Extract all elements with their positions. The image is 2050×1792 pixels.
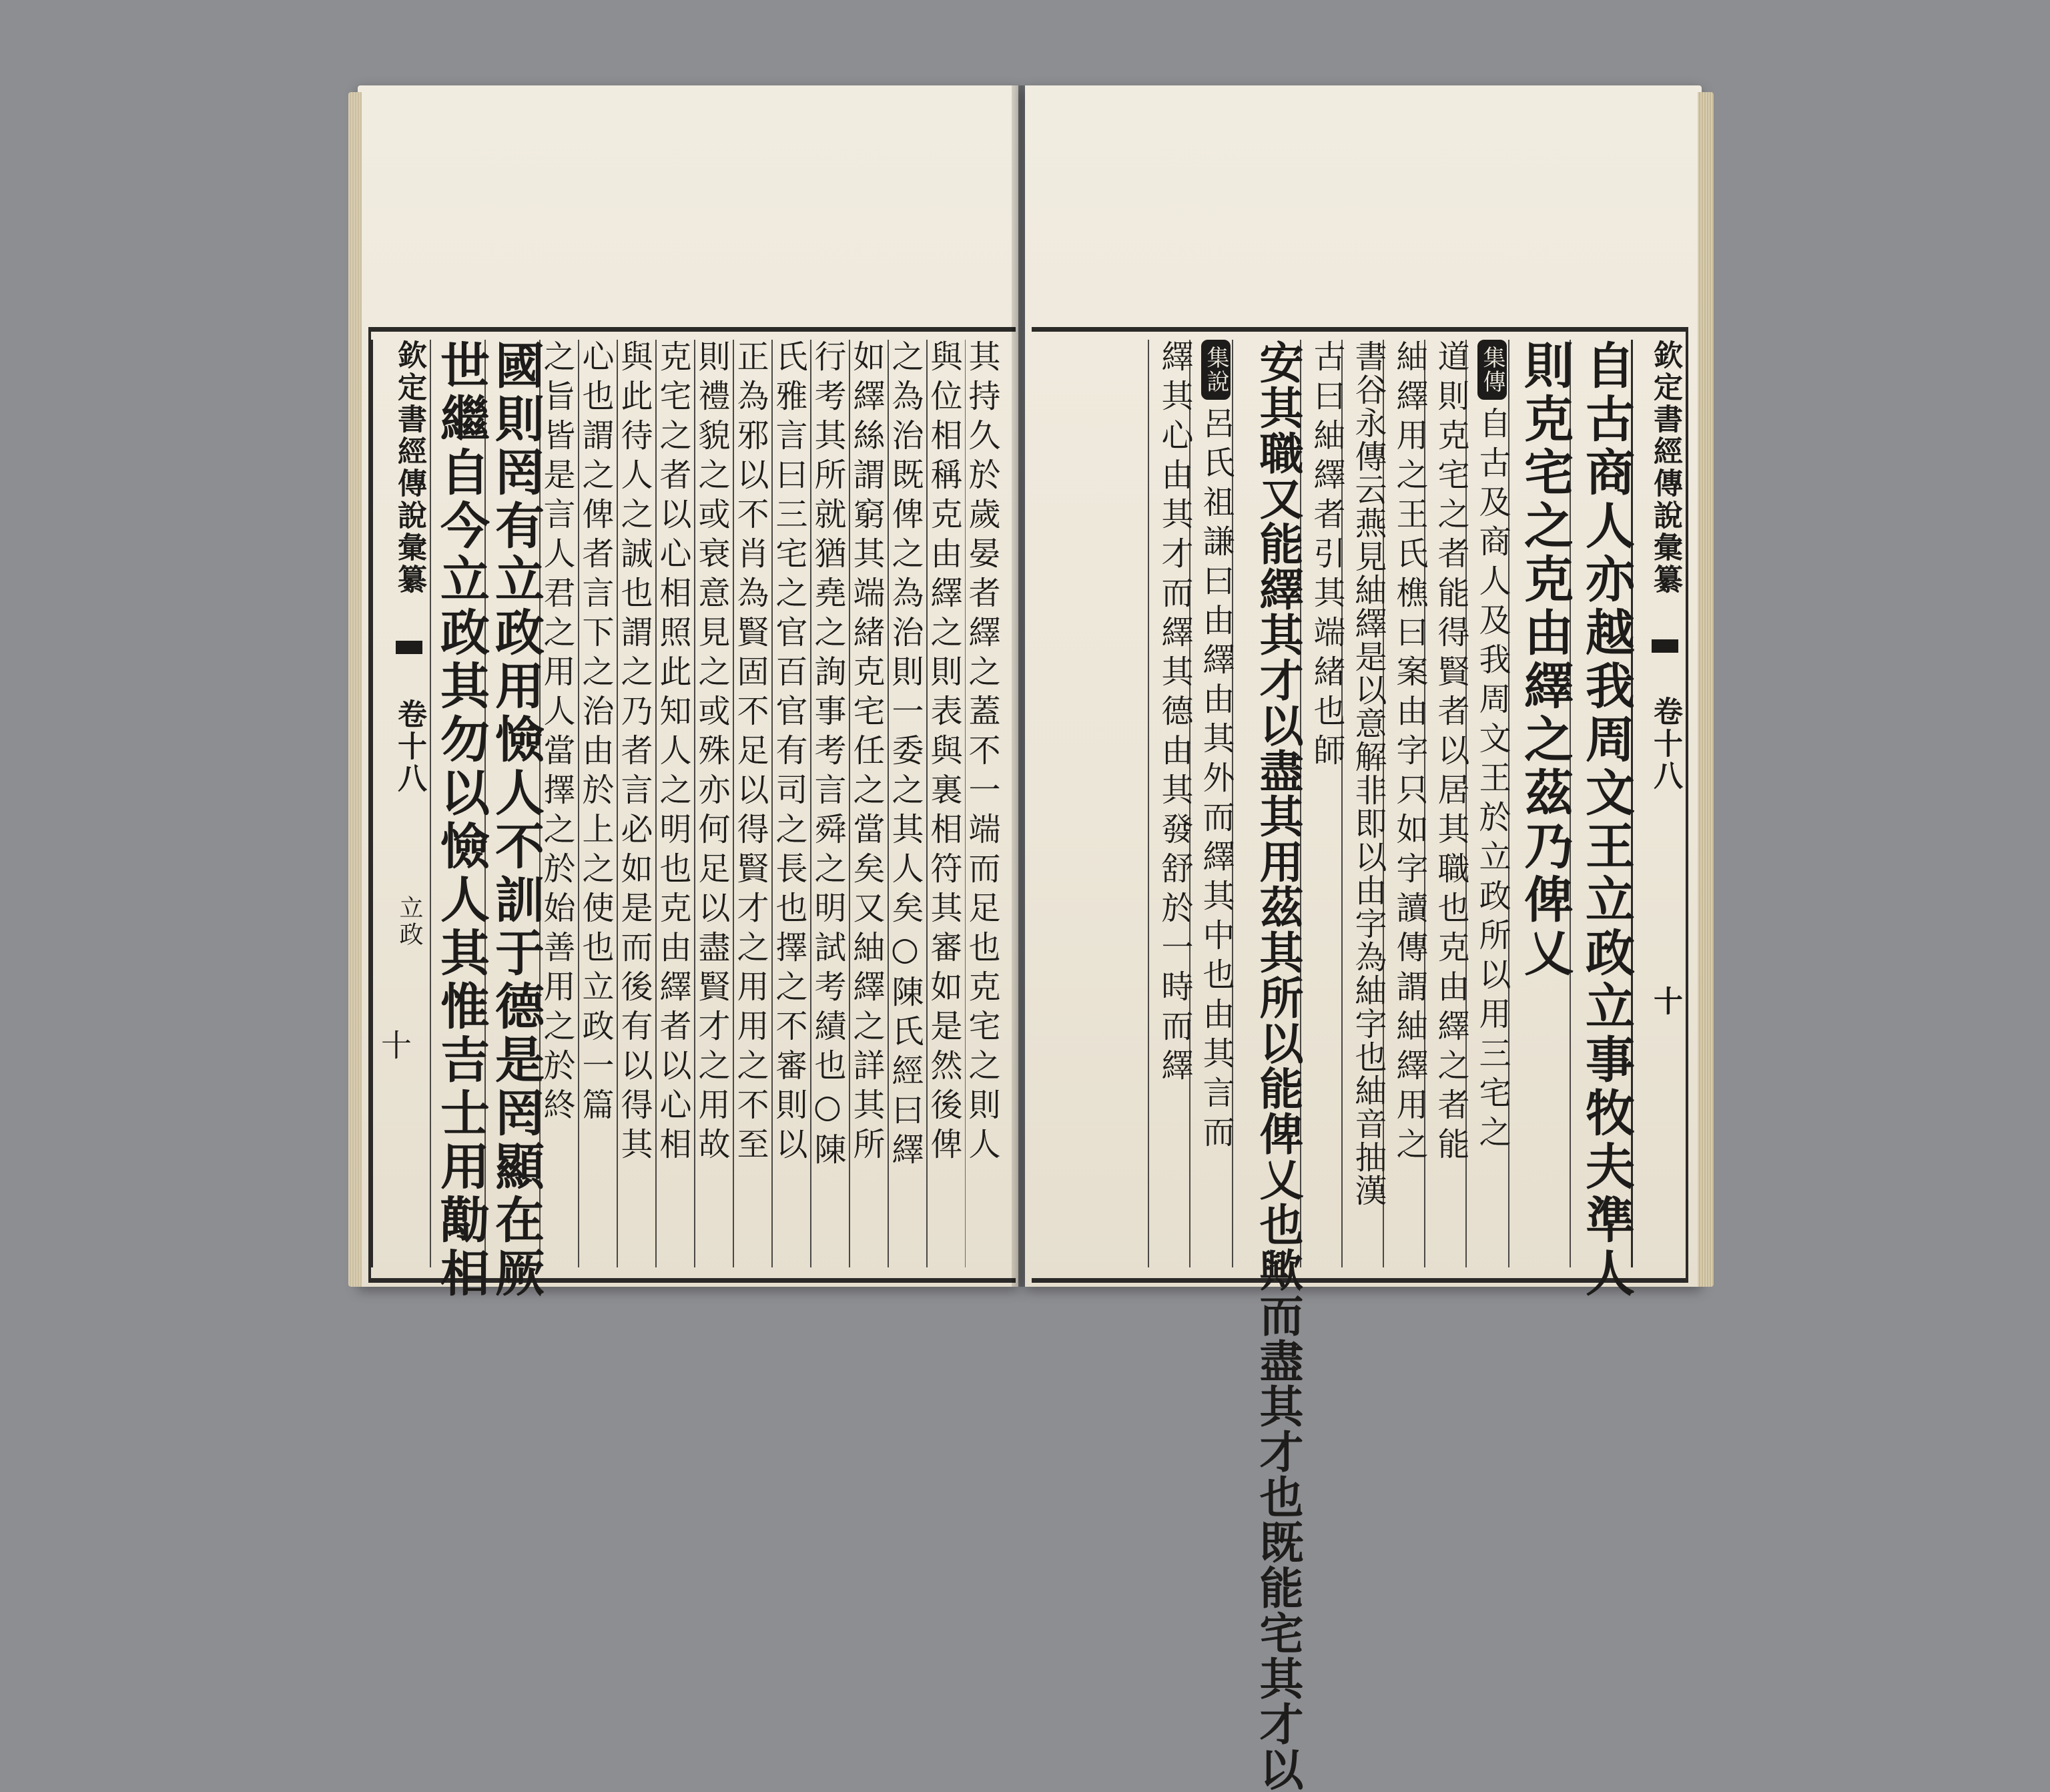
text-column: 則禮貌之或衰意見之或殊亦何足以盡賢才之用故: [694, 340, 727, 1267]
right-text-frame: [1032, 327, 1688, 1792]
text-column: 繹其心由其才而繹其德由其發舒於一時而繹: [1148, 340, 1190, 1267]
text-column: 行考其所就猶堯之詢事考言舜之明試考績也○陳: [810, 340, 843, 1267]
open-book: [358, 85, 1702, 1792]
volume-label: 卷十八: [1648, 696, 1682, 792]
text-column: 心也謂之俾者言下之治由於上之使也立政一篇: [578, 340, 611, 1267]
text-column: 與此待人之誠也謂之乃者言必如是而後有以得其: [617, 340, 650, 1267]
text-column: 書谷永傳云燕見紬繹是以意解非即以由字為紬字也紬音抽漢: [1341, 340, 1384, 1267]
book-margin: [371, 340, 430, 1267]
main-text-column: 世繼自今立政其勿以憸人其惟吉士用勱相: [430, 340, 486, 1267]
main-text-column: 國則罔有立政用憸人不訓于德是罔顯在厥: [484, 340, 541, 1267]
text-column: 道則克宅之者能得賢者以居其職也克由繹之者能: [1424, 340, 1467, 1267]
book-title: 欽定書經傳說彙纂: [392, 340, 426, 596]
collected-sayings-badge: 集說: [1201, 340, 1231, 400]
text-column: [1465, 340, 1511, 1267]
text-column: 其持久於歲晏者繹之蓋不一端而足也克宅之則人: [965, 340, 998, 1267]
main-text-column: 則克宅之克由繹之茲乃俾乂: [1508, 340, 1570, 1267]
text-column: 氏雅言曰三宅之官百官有司之長也擇之不審則以: [771, 340, 805, 1267]
text-column: 之旨皆是言人君之用人當擇之於始善用之於終: [539, 340, 573, 1267]
main-text-column: 安其職又能繹其才以盡其用茲其所以能俾乂也歟而盡其才也既能宅其才以: [1232, 340, 1300, 1267]
main-text-column: 自古商人亦越我周文王立政立事牧夫準人: [1570, 340, 1631, 1267]
book-margin: [1631, 340, 1686, 1267]
volume-label: 卷十八: [392, 699, 426, 795]
text-column: 正為邪以不肖為賢固不足以得賢才之用用之不至: [733, 340, 766, 1267]
right-page: [1025, 85, 1702, 1792]
page-number: 十: [376, 1029, 412, 1060]
text-column: 之為治既俾之為治則一委之其人矣○陳氏經曰繹: [888, 340, 921, 1267]
fish-tail-marker: [1652, 639, 1678, 653]
collected-commentary-badge: 集傳: [1477, 340, 1507, 400]
chapter-label: 立政: [396, 895, 423, 948]
text-column: 古曰紬繹者引其端緒也師: [1300, 340, 1343, 1267]
page-number: 十: [1648, 986, 1682, 1018]
right-page-edges: [1698, 92, 1714, 1287]
commentary-text: 自古及商人及我周文王於立政所以用三宅之: [1473, 406, 1511, 1155]
fish-tail-marker: [396, 641, 422, 654]
left-text-frame: [368, 327, 1016, 1301]
text-column: 如繹絲謂窮其端緒克宅任之當矣又紬繹之詳其所: [849, 340, 882, 1267]
text-column: [1189, 340, 1235, 1267]
text-column: 紬繹用之王氏樵曰案由字只如字讀傳謂紬繹用之: [1383, 340, 1425, 1267]
left-page-edges: [348, 92, 362, 1287]
commentary-text: 呂氏祖謙曰由繹由其外而繹其中也由其言而: [1197, 406, 1235, 1155]
text-column: 克宅之者以心相照此知人之明也克由繹者以心相: [655, 340, 689, 1267]
book-title: 欽定書經傳說彙纂: [1648, 340, 1682, 596]
left-page: [358, 85, 1018, 1301]
text-column: 與位相稱克由繹之則表與裏相符其審如是然後俾: [926, 340, 960, 1267]
